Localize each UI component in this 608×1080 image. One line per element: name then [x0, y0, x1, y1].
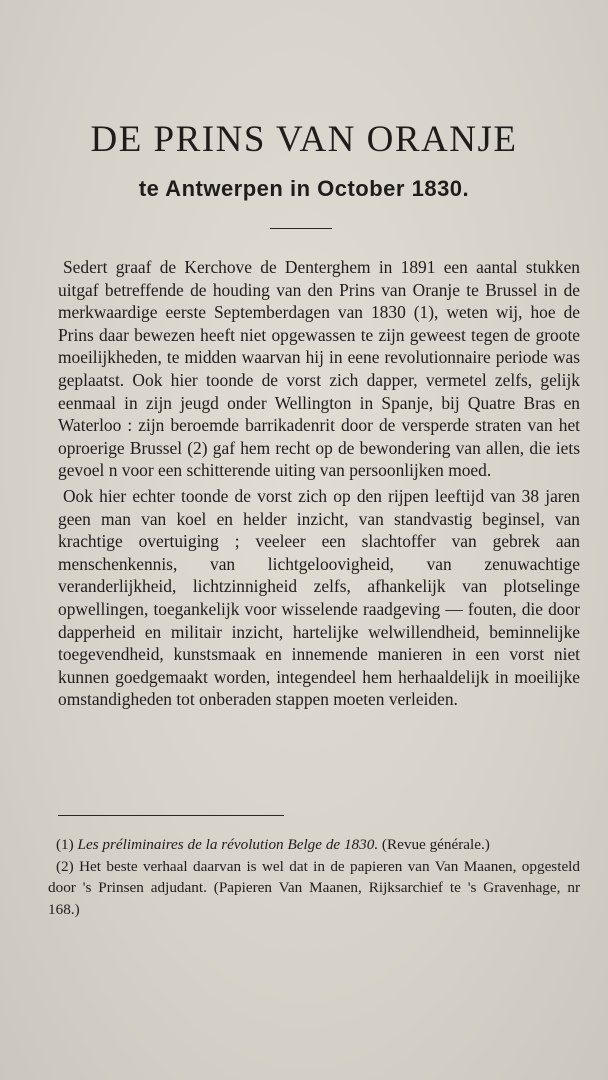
paragraph-1: Sedert graaf de Kerchove de Denterghem in 1891 een aantal stukken uitgaf betreffende de houding van den Prins van Oranje te Brussel in de merkwaardige eerste Septemberdagen van 1830 (1), weten wij, hoe de Prins daar bewezen heeft niet opgewassen te zijn geweest tegen de groote moeilijkheden, te midden waarvan hij in eene revolutionnaire periode was geplaatst. Ook hier toonde de vorst zich dapper, vermetel zelfs, gelijk eenmaal in zijn jeugd onder Wellington in Spanje, bij Quatre Bras en Waterloo : zijn beroemde barrikadenrit door de versperde straten van het oproerige Brussel (2) gaf hem recht op de bewondering van allen, die iets gevoel n voor een schitterende uiting van persoonlijken moed.: [58, 257, 580, 481]
paragraph-2: Ook hier echter toonde de vorst zich op den rijpen leeftijd van 38 jaren geen man van koel en helder inzicht, van standvastig beginsel, van krachtige overtuiging ; veeleer een slachtoffer van gebrek aan menschenkennis, van lichtgeloovigheid, van zenuwachtige veranderlijkheid, lichtzinnigheid zelfs, afhankelijk van plotselinge opwellingen, toegankelijk voor wisselende raadgeving — fouten, die door dapperheid en militair inzicht, hartelijke welwillendheid, beminnelijke toegevendheid, kunstsmaak en innemende manieren in een vorst niet kunnen goedgemaakt worden, integendeel hem herhaaldelijk in moeilijke omstandigheden tot onberaden stappen moeten verleiden.: [58, 485, 580, 710]
body-text: [58, 256, 580, 711]
footnote-divider: [58, 815, 284, 816]
title-divider: [270, 228, 332, 229]
document-subtitle: te Antwerpen in October 1830.: [138, 176, 470, 201]
footnote-1-marker: (1): [56, 836, 74, 853]
document-title: DE PRINS VAN ORANJE: [90, 119, 518, 160]
footnote-1: [48, 834, 580, 856]
footnote-2: (2) Het beste verhaal daarvan is wel dat in de papieren van Van Maanen, opgesteld door 's Prinsen adjudant. (Papieren Van Maanen, Rijksarchief te 's Gravenhage, nr 168.): [48, 857, 580, 918]
footnote-1-title: Les préliminaires de la révolution Belge de 1830.: [77, 836, 379, 853]
footnotes: [48, 834, 580, 920]
footnote-1-source: (Revue générale.): [381, 836, 490, 853]
